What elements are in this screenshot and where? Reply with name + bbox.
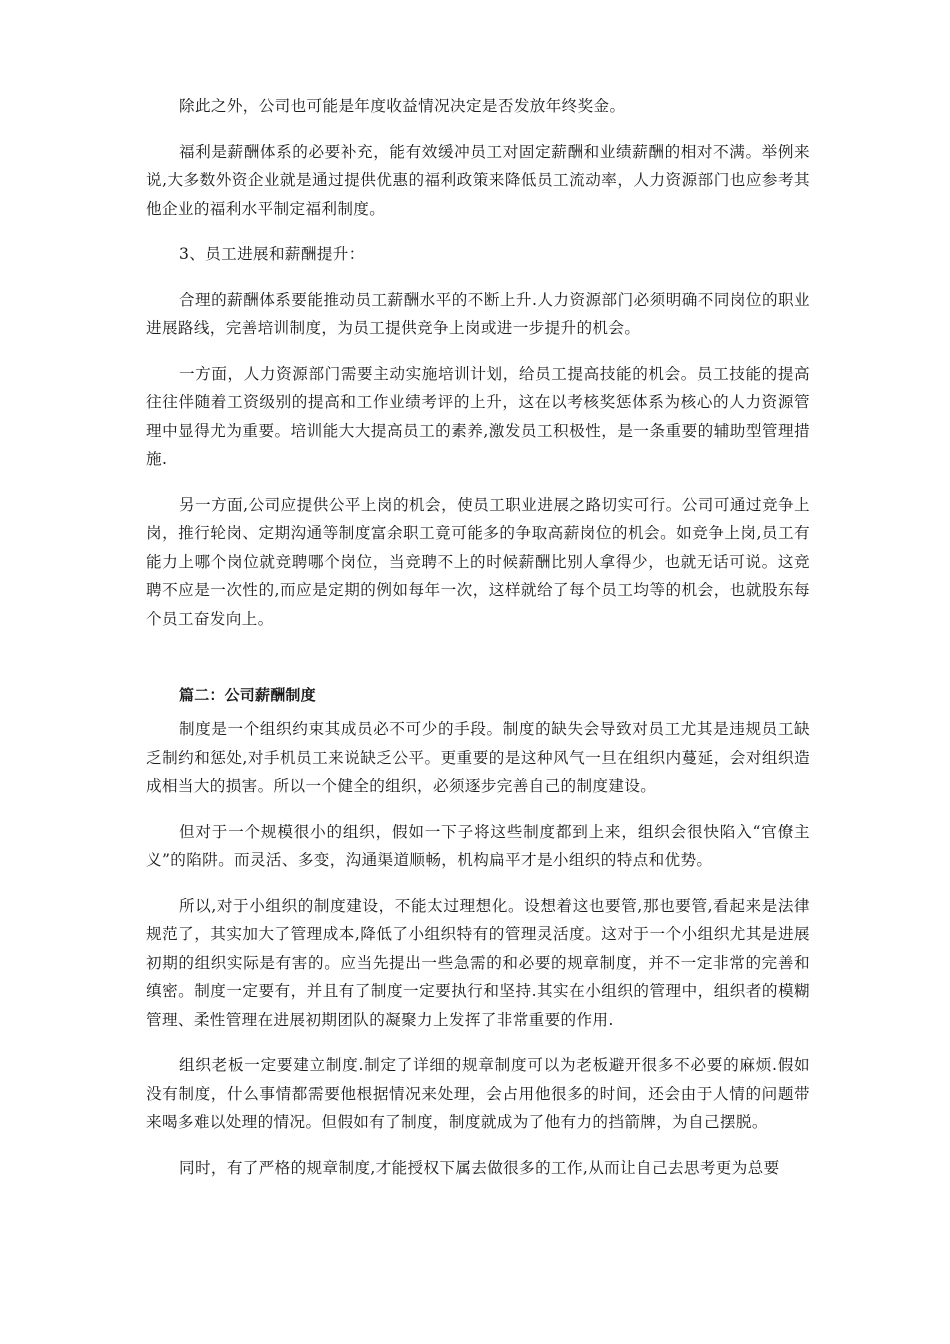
- paragraph-small-org-systems: 所以,对于小组织的制度建设，不能太过理想化。设想着这也要管,那也要管,看起来是法律规范了，其实加大了管理成本,降低了小组织特有的管理灵活度。这对于一个小组织尤其是进展初期的组织实际是有害的。应当先提出一些急需的和必要的规章制度，并不一定非常的完善和缜密。制度一定要有，并且有了制度一定要执行和坚持.其实在小组织的管理中，组织者的模糊管理、柔性管理在进展初期团队的凝聚力上发挥了非常重要的作用.: [146, 896, 810, 1029]
- paragraph-salary-growth: 合理的薪酬体系要能推动员工薪酬水平的不断上升.人力资源部门必须明确不同岗位的职业进展路线，完善培训制度，为员工提供竞争上岗或进一步提升的机会。: [146, 290, 810, 337]
- section-heading: 篇二：公司薪酬制度: [179, 686, 316, 704]
- paragraph-benefits: 福利是薪酬体系的必要补充，能有效缓冲员工对固定薪酬和业绩薪酬的相对不满。举例来说,大多数外资企业就是通过提供优惠的福利政策来降低员工流动率，人力资源部门也应参考其他企业的福利水平制定福利制度。: [146, 142, 810, 218]
- paragraph-bureaucracy-trap: 但对于一个规模很小的组织，假如一下子将这些制度都到上来，组织会很快陷入“官僚主义”的陷阱。而灵活、多变，沟通渠道顺畅，机构扁平才是小组织的特点和优势。: [146, 822, 810, 869]
- paragraph-subheading-development: 3、员工进展和薪酬提升：: [179, 245, 365, 263]
- section-spacer: [146, 650, 810, 681]
- document-page: [146, 92, 810, 1199]
- paragraph-fair-promotion: 另一方面,公司应提供公平上岗的机会，使员工职业进展之路切实可行。公司可通过竞争上岗，推行轮岗、定期沟通等制度富余职工竟可能多的争取高薪岗位的机会。如竞争上岗,员工有能力上哪个岗位就竞聘哪个岗位，当竞聘不上的时候薪酬比别人拿得少，也就无话可说。这竞聘不应是一次性的,而应是定期的例如每年一次，这样就给了每个员工均等的机会，也就股东每个员工奋发向上。: [146, 495, 810, 628]
- paragraph-delegation: 同时，有了严格的规章制度,才能授权下属去做很多的工作,从而让自己去思考更为总要: [179, 1158, 780, 1177]
- paragraph-year-end-bonus: 除此之外，公司也可能是年度收益情况决定是否发放年终奖金。: [179, 97, 626, 115]
- paragraph-system-importance: 制度是一个组织约束其成员必不可少的手段。制度的缺失会导致对员工尤其是违规员工缺乏制约和惩处,对手机员工来说缺乏公平。更重要的是这种风气一旦在组织内蔓延，会对组织造成相当大的损害。所以一个健全的组织，必须逐步完善自己的制度建设。: [146, 720, 810, 795]
- paragraph-training: 一方面，人力资源部门需要主动实施培训计划，给员工提高技能的机会。员工技能的提高往往伴随着工资级别的提高和工作业绩考评的上升，这在以考核奖惩体系为核心的人力资源管理中显得尤为重要。培训能大大提高员工的素养,激发员工积极性，是一条重要的辅助型管理措施.: [146, 364, 810, 468]
- paragraph-owner-rules: 组织老板一定要建立制度.制定了详细的规章制度可以为老板避开很多不必要的麻烦.假如没有制度，什么事情都需要他根据情况来处理，会占用他很多的时间，还会由于人情的问题带来喝多难以处理的情况。但假如有了制度，制度就成为了他有力的挡箭牌，为自己摆脱。: [146, 1056, 810, 1131]
